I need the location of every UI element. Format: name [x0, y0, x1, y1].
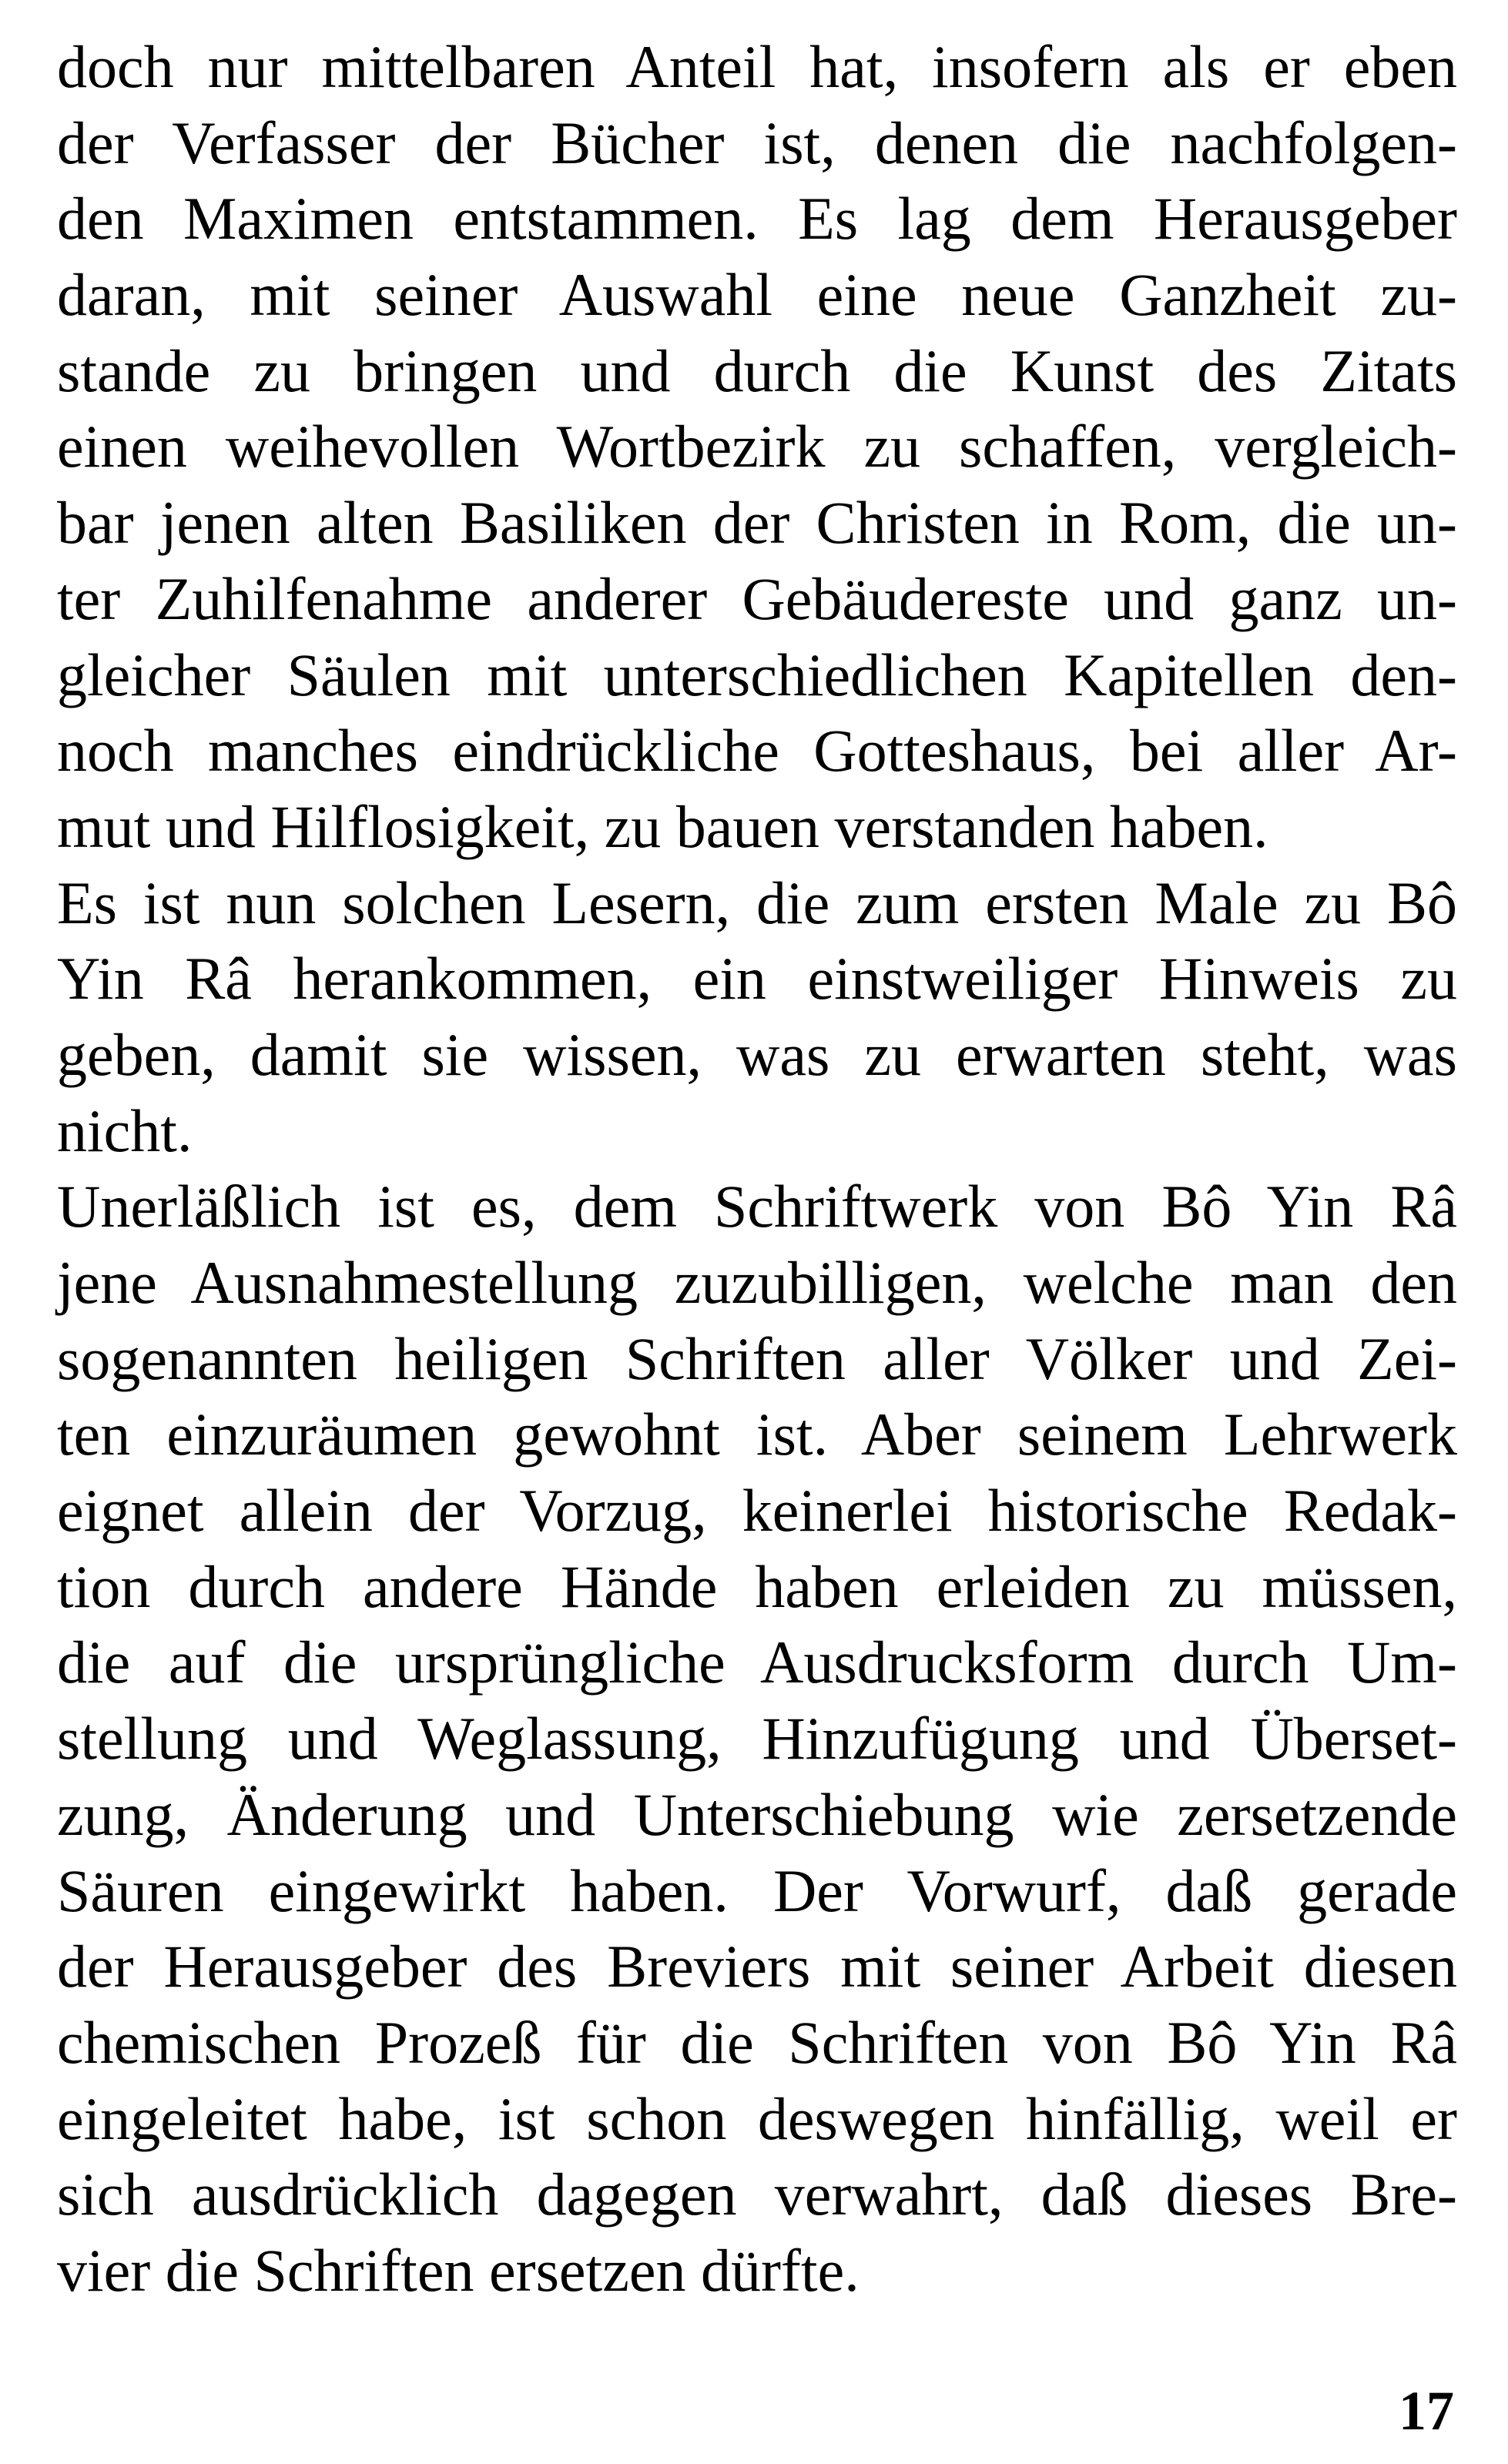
text-line: eingeleitet habe, ist schon deswegen hinfällig, weil er — [57, 2084, 1457, 2152]
page-number: 17 — [1399, 2380, 1454, 2442]
text-line: vier die Schriften ersetzen dürfte. — [57, 2236, 860, 2304]
text-line: tion durch andere Hände haben erleiden zu müssen, — [57, 1552, 1457, 1620]
text-line: ten einzuräumen gewohnt ist. Aber seinem Lehrwerk — [57, 1401, 1457, 1468]
text-line: stellung und Weglassung, Hinzufügung und Überset- — [57, 1705, 1457, 1773]
text-line: sogenannten heiligen Schriften aller Völker und Zei- — [57, 1324, 1457, 1392]
text-line: bar jenen alten Basiliken der Christen in Rom, die un- — [57, 489, 1457, 557]
text-line: nicht. — [57, 1096, 193, 1164]
text-line: jene Ausnahmestellung zuzubilligen, welche man den — [57, 1249, 1457, 1316]
text-line: doch nur mittelbaren Anteil hat, insofern als er eben — [57, 33, 1457, 100]
text-line: einen weihevollen Wortbezirk zu schaffen, vergleich- — [57, 413, 1457, 480]
text-line: der Verfasser der Bücher ist, denen die nachfolgen- — [57, 109, 1457, 176]
text-line: chemischen Prozeß für die Schriften von Bô Yin Râ — [57, 2008, 1457, 2076]
text-line: Yin Râ herankommen, ein einstweiliger Hinweis zu — [57, 945, 1457, 1013]
text-line: der Herausgeber des Breviers mit seiner Arbeit diesen — [57, 1933, 1457, 2000]
text-line: daran, mit seiner Auswahl eine neue Ganzheit zu- — [57, 261, 1457, 329]
text-line: eignet allein der Vorzug, keinerlei historische Redak- — [57, 1477, 1457, 1545]
text-line: mut und Hilflosigkeit, zu bauen verstanden haben. — [57, 792, 1268, 860]
text-line: zung, Änderung und Unterschiebung wie zersetzende — [57, 1780, 1457, 1848]
text-line: den Maximen entstammen. Es lag dem Herausgeber — [57, 185, 1457, 253]
text-line: Säuren eingewirkt haben. Der Vorwurf, daß gerade — [57, 1856, 1457, 1924]
text-line: stande zu bringen und durch die Kunst des Zitats — [57, 336, 1457, 404]
text-line: sich ausdrücklich dagegen verwahrt, daß dieses Bre- — [57, 2161, 1457, 2228]
page-body-text — [57, 29, 1457, 2309]
text-line: Unerläßlich ist es, dem Schriftwerk von Bô Yin Râ — [57, 1173, 1457, 1240]
text-line: ter Zuhilfenahme anderer Gebäudereste und ganz un- — [57, 564, 1457, 632]
text-line: noch manches eindrückliche Gotteshaus, bei aller Ar- — [57, 717, 1457, 785]
text-line: die auf die ursprüngliche Ausdrucksform durch Um- — [57, 1629, 1457, 1696]
text-line: gleicher Säulen mit unterschiedlichen Kapitellen den- — [57, 641, 1457, 708]
text-line: Es ist nun solchen Lesern, die zum ersten Male zu Bô — [57, 869, 1457, 936]
text-line: geben, damit sie wissen, was zu erwarten steht, was — [57, 1020, 1457, 1088]
